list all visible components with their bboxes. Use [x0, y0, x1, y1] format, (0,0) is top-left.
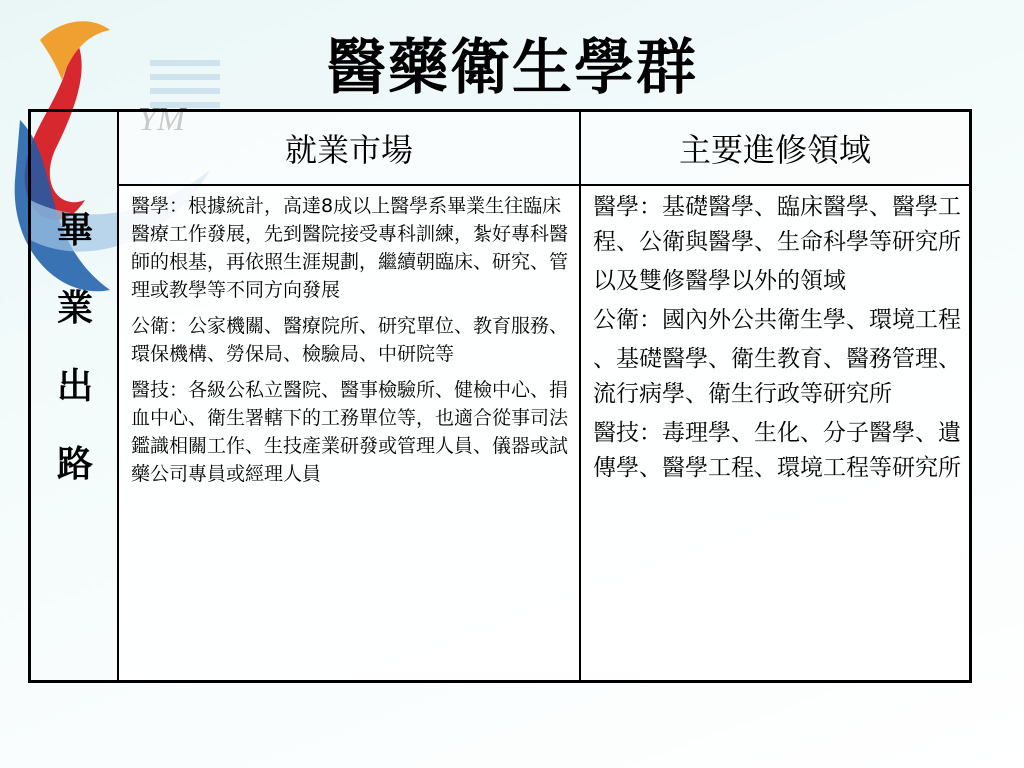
- career-table: [28, 109, 972, 683]
- side-char: 畢: [56, 210, 93, 251]
- study-item-public-health-cont: 、基礎醫學、衛生教育、醫務管理、流行病學、衛生行政等研究所: [593, 346, 961, 407]
- study-item-public-health: 公衛：國內外公共衛生學、環境工程: [593, 307, 961, 333]
- employment-item-medicine: 醫學：根據統計，高達8成以上醫學系畢業生往臨床醫療工作發展，先到醫院接受專科訓練，紮好專科醫師的根基，再依照生涯規劃，繼續朝臨床、研究、管理或教學等不同方向發展: [131, 195, 569, 301]
- study-item-medical-technology: 醫技：毒理學、生化、分子醫學、遺傳學、醫學工程、環境工程等研究所: [593, 420, 961, 481]
- employment-item-public-health: 公衛：公家機關、醫療院所、研究單位、教育服務、環保機構、勞保局、檢驗局、中研院等: [131, 315, 569, 365]
- study-item-medicine: 醫學：基礎醫學、臨床醫學、醫學工程、公衛與醫學、生命科學等研究所: [593, 194, 961, 255]
- side-header-text: [31, 192, 119, 504]
- side-header-cell: [31, 112, 119, 680]
- employment-cell: [119, 186, 581, 680]
- side-char: 出: [56, 366, 93, 407]
- column-header-further-study: 主要進修領域: [581, 112, 969, 186]
- employment-item-medical-technology: 醫技：各級公私立醫院、醫事檢驗所、健檢中心、捐血中心、衛生署轄下的工務單位等，也適合從事司法鑑識相關工作、生技產業研發或管理人員、儀器或試藥公司專員或經理人員: [131, 379, 569, 485]
- side-char: 業: [56, 288, 93, 329]
- column-header-employment: 就業市場: [119, 112, 581, 186]
- study-item-double-major: 以及雙修醫學以外的領域: [593, 268, 846, 294]
- side-char: 路: [56, 444, 93, 485]
- further-study-cell: [581, 186, 969, 680]
- slide-title: 醫藥衛生學群: [326, 33, 698, 103]
